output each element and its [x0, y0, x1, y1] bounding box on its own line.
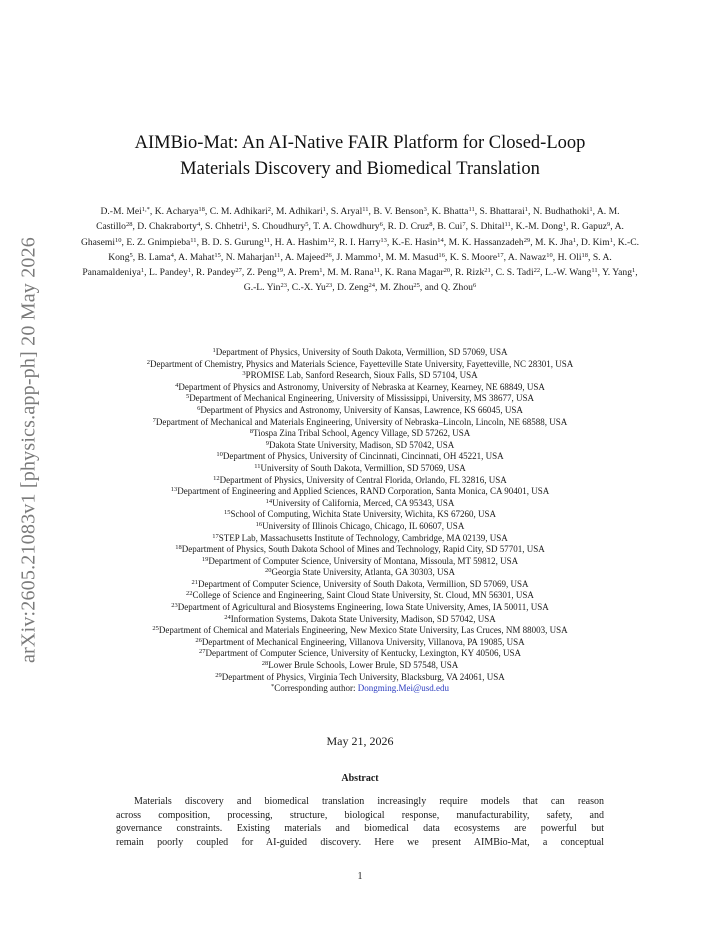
author-affiliation-mark: 5	[305, 221, 309, 229]
author	[210, 206, 271, 217]
affiliation-text: Department of Mechanical Engineering, Villanova University, Villanova, PA 19085, USA	[201, 636, 525, 647]
author	[386, 252, 445, 263]
affiliation	[40, 498, 680, 510]
author	[508, 252, 553, 263]
author	[137, 221, 200, 232]
author-name: S. Bhattarai	[479, 206, 525, 217]
author-affiliation-mark: 3	[423, 206, 427, 213]
abstract-line: remain poorly coupled for AI-guided discovery. Here we present AIMBio-Mat, a conceptual	[116, 837, 604, 849]
author-affiliation-mark: 1,*	[141, 206, 150, 213]
author	[100, 206, 149, 217]
author-affiliation-mark: 11	[190, 236, 197, 244]
author	[558, 252, 588, 263]
author-affiliation-mark: 13	[380, 236, 387, 244]
affiliation-number: 15	[223, 509, 231, 517]
author-affiliation-mark: 1	[524, 206, 529, 213]
author	[285, 252, 332, 263]
author-affiliation-mark: 11	[591, 267, 598, 275]
affiliation-number: 27	[198, 648, 206, 656]
author-name: H. Oli	[557, 251, 582, 263]
author-name: B. Lama	[137, 251, 171, 263]
author-affiliation-mark: 26	[325, 251, 332, 259]
affiliation-text: Department of Agricultural and Biosystems Engineering, Iowa State University, Ames, IA 50011, USA	[177, 602, 549, 613]
author-affiliation-mark: 1	[140, 267, 145, 275]
author-affiliation-mark: 6	[379, 221, 383, 229]
affiliation-number: 13	[170, 486, 178, 494]
abstract-line: governance constraints. Existing materials and biomedical data ecosystems are powerful but	[116, 823, 604, 835]
author	[437, 221, 465, 232]
author-affiliation-mark: 10	[546, 251, 553, 259]
affiliation	[40, 359, 680, 371]
author-affiliation-mark: 1	[319, 267, 323, 275]
affiliation-text: Information Systems, Dakota State University, Madison, SD 57042, USA	[230, 613, 496, 624]
corresponding-email-link[interactable]: Dongming.Mei@usd.edu	[357, 683, 450, 694]
affiliation-number: 22	[186, 590, 193, 598]
affiliation-text: Department of Mechanical and Materials Engineering, University of Nebraska–Lincoln, Lincoln, NE 68588, USA	[155, 416, 568, 427]
author-name: K. Rana Magar	[384, 267, 444, 279]
author	[287, 267, 322, 278]
affiliation	[40, 648, 680, 660]
author	[337, 252, 381, 263]
author-affiliation-mark: 1	[572, 236, 577, 244]
author-name: R. Rizk	[454, 267, 485, 279]
author	[385, 267, 450, 278]
author-affiliation-mark: 4	[170, 251, 174, 259]
author	[373, 206, 427, 217]
author	[276, 206, 326, 217]
author	[247, 267, 283, 278]
author	[533, 206, 593, 217]
affiliation	[40, 382, 680, 394]
author-name: D. Zeng	[337, 282, 369, 294]
affiliation-number: 1	[212, 347, 216, 354]
author	[244, 282, 287, 293]
author-name: S. Chhetri	[205, 221, 244, 233]
affiliation	[40, 556, 680, 568]
affiliation-text: Dakota State University, Madison, SD 57042, USA	[269, 439, 455, 450]
author-name: M. K. Jha	[535, 236, 573, 248]
author	[571, 221, 610, 232]
affiliation	[40, 660, 680, 672]
affiliation-number: 7	[152, 416, 156, 424]
author-affiliation-mark: 10	[115, 236, 122, 244]
affiliation-number: 11	[254, 462, 261, 470]
page-number: 1	[357, 871, 363, 882]
affiliation	[40, 590, 680, 602]
author	[449, 237, 531, 248]
affiliation	[40, 579, 680, 591]
arxiv-identifier: arXiv:2605.21083v1 [physics.app-ph] 20 May 2026	[17, 236, 40, 664]
author-name: A. M. Castillo	[96, 206, 620, 233]
author	[327, 267, 380, 278]
affiliation	[40, 614, 680, 626]
author-affiliation-mark: 22	[533, 267, 541, 275]
author-affiliation-mark: 12	[327, 236, 335, 244]
corresponding-label: Corresponding author:	[274, 683, 358, 694]
affiliation-list	[40, 347, 680, 695]
affiliation-text: Department of Computer Science, University of South Dakota, Vermillion, SD 57069, USA	[197, 578, 529, 589]
affiliation-number: 29	[215, 671, 222, 679]
author	[155, 206, 205, 217]
author	[432, 206, 475, 217]
author-affiliation-mark: 1	[322, 206, 326, 213]
affiliation-number: 17	[212, 532, 219, 540]
affiliation-text: STEP Lab, Massachusetts Institute of Technology, Cambridge, MA 02139, USA	[218, 532, 508, 543]
author-name: A. Mahat	[178, 251, 215, 263]
affiliation-text: School of Computing, Wichita State University, Wichita, KS 67260, USA	[230, 509, 497, 520]
affiliation-text: Tiospa Zina Tribal School, Agency Village, SD 57262, USA	[253, 428, 471, 439]
affiliation	[40, 463, 680, 475]
author-affiliation-mark: 18	[198, 206, 205, 213]
author-affiliation-mark: 19	[276, 267, 284, 275]
author-name: R. D. Cruz	[387, 221, 430, 233]
author	[388, 221, 433, 232]
author-name: S. A. Panamaldeniya	[82, 251, 612, 279]
author-affiliation-mark: 8	[429, 221, 433, 229]
affiliation	[40, 637, 680, 649]
author-name: D. Chakraborty	[137, 221, 197, 233]
affiliation-text: PROMISE Lab, Sanford Research, Sioux Falls, SD 57104, USA	[245, 370, 478, 381]
author-name: R. Gapuz	[570, 221, 608, 233]
author	[496, 267, 541, 278]
author-list: D.-M. Mei$^{1,*}$, K. Acharya$^{18}$, C. M. Adhikari$^2$, M. Adhikari$^1$, S. Aryal$^{11}$, B. V. Benson$^3$, K. Bhatta$^{11}$, S. Bhattarai$^1$, N. Budhathoki$^1$, A. M. Castillo$^{28}$, D. Chakraborty$^4$, S. Chhetri$^1$, S. Choudhury$^5$, T. A. Chowdhury$^6$, R. D. Cruz$^8$, B. Cui$^7$, S. Dhital$^{11}$, K.-M. Dong$^1$, R. Gapuz$^9$, A. Ghasemi$^{10}$, E. Z. Gnimpieba$^{11}$, B. D. S. Gurung$^{11}$, H. A. Hashim$^{12}$, R. I. Harry$^{13}$, K.-E. Hasin$^{14}$, M. K. Hassanzadeh$^{29}$, M. K. Jha$^1$, D. Kim$^1$, K.-C. Kong$^5$, B. Lama$^4$, A. Mahat$^{15}$, N. Maharjan$^{11}$, A. Majeed$^{26}$, J. Mammo$^1$, M. M. Masud$^{16}$, K. S. Moore$^{17}$, A. Nawaz$^{10}$, H. Oli$^{18}$, S. A. Panamaldeniya$^1$, L. Pandey$^1$, R. Pandey$^{27}$, Z. Peng$^{19}$, A. Prem$^1$, M. M. Rana$^{11}$, K. Rana Magar$^{20}$, R. Rizk$^{21}$, C. S. Tadi$^{22}$, L.-W. Wang$^{11}$, Y. Yang$^1$, G.-L. Yin$^{23}$, C.-X. Yu$^{23}$, D. Zeng$^{24}$, M. Zhou$^{25}$, and Q. Zhou$^6$	[80, 206, 640, 294]
publication-date: May 21, 2026	[326, 734, 394, 748]
affiliation-text: Department of Computer Science, University of Montana, Missoula, MT 59812, USA	[208, 555, 519, 566]
affiliation-number: 5	[185, 393, 190, 401]
author-name: K. Acharya	[154, 206, 199, 217]
affiliation	[40, 567, 680, 579]
affiliation-number: 3	[242, 370, 246, 378]
author-name: L. Pandey	[148, 267, 188, 279]
affiliation-number: 21	[191, 578, 198, 586]
author-name: M. Zhou	[379, 282, 414, 294]
affiliation-text: University of South Dakota, Vermillion, SD 57069, USA	[260, 462, 466, 473]
author	[331, 206, 369, 217]
author-affiliation-mark: 15	[214, 251, 221, 259]
author	[252, 221, 309, 232]
author-name: N. Maharjan	[225, 251, 275, 263]
author	[149, 267, 191, 278]
author-name: A. Majeed	[284, 251, 326, 263]
affiliation-text: Department of Mechanical Engineering, University of Mississippi, University, MS 38677, USA	[189, 393, 535, 404]
corresponding-author	[40, 683, 680, 695]
affiliation-text: Georgia State University, Atlanta, GA 30303, USA	[271, 567, 455, 578]
author-name: K. S. Moore	[449, 251, 498, 263]
author	[196, 267, 242, 278]
author-name: R. Pandey	[195, 267, 236, 279]
corresponding-mark: *	[270, 683, 275, 691]
author-affiliation-mark: 6	[472, 282, 477, 290]
title-line: Materials Discovery and Biomedical Translation	[180, 159, 540, 179]
author-name: B. V. Benson	[373, 206, 424, 217]
affiliation	[40, 417, 680, 429]
author-name: M. K. Hassanzadeh	[448, 236, 524, 248]
author-affiliation-mark: 24	[368, 282, 376, 290]
affiliation-number: 6	[197, 404, 201, 412]
author-name: J. Mammo	[336, 251, 378, 263]
affiliation	[40, 486, 680, 498]
affiliation	[40, 509, 680, 521]
author-affiliation-mark: 11	[362, 206, 369, 213]
affiliation-number: 26	[195, 636, 202, 644]
author-affiliation-mark: 23	[325, 282, 333, 290]
author-name: B. Cui	[437, 221, 463, 233]
author-affiliation-mark: 1	[589, 206, 593, 213]
author	[138, 252, 174, 263]
author	[126, 237, 196, 248]
author	[205, 221, 247, 232]
author-name: K.-C. Kong	[108, 236, 640, 263]
author-name: R. I. Harry	[338, 236, 381, 248]
affiliation-text: Department of Chemistry, Physics and Materials Science, Fayetteville State University, Fayetteville, NC 28301, USA	[149, 358, 574, 369]
author	[441, 282, 476, 293]
affiliation-number: 19	[201, 555, 209, 563]
author-name: K.-E. Hasin	[391, 236, 438, 248]
author-name: S. Dhital	[470, 221, 505, 233]
affiliation-number: 25	[152, 625, 159, 633]
author	[516, 221, 566, 232]
affiliation-number: 20	[265, 567, 272, 575]
author-name: N. Budhathoki	[532, 206, 590, 217]
author-name: B. D. S. Gurung	[201, 236, 264, 248]
author-affiliation-mark: 2	[267, 206, 272, 213]
affiliation	[40, 625, 680, 637]
author	[275, 237, 334, 248]
affiliation	[40, 440, 680, 452]
affiliation-number: 4	[175, 381, 179, 389]
author-affiliation-mark: 1	[609, 236, 613, 244]
author-name: A. Nawaz	[507, 251, 547, 263]
affiliation	[40, 428, 680, 440]
affiliation-text: College of Science and Engineering, Saint Cloud State University, St. Cloud, MN 56301, USA	[192, 590, 534, 601]
affiliation-text: University of California, Merced, CA 95343, USA	[272, 497, 455, 508]
author-affiliation-mark: 18	[581, 251, 589, 259]
affiliation-number: 8	[249, 428, 253, 436]
author-affiliation-mark: 11	[373, 267, 380, 275]
author-affiliation-mark: 9	[607, 221, 611, 229]
author-affiliation-mark: 4	[196, 221, 201, 229]
author-name: C. M. Adhikari	[209, 206, 268, 217]
affiliation	[40, 451, 680, 463]
author-name: K. Bhatta	[431, 206, 469, 217]
affiliation	[40, 405, 680, 417]
author	[339, 237, 387, 248]
author	[450, 252, 504, 263]
affiliation	[40, 672, 680, 684]
affiliation	[40, 521, 680, 533]
author-name: E. Z. Gnimpieba	[126, 236, 191, 248]
author	[545, 267, 598, 278]
author-name: Y. Yang	[602, 267, 633, 279]
affiliation-text: Department of Physics and Astronomy, University of Kansas, Lawrence, KS 66045, USA	[200, 404, 523, 415]
affiliation-number: 23	[171, 602, 178, 610]
author-name: D.-M. Mei	[100, 206, 142, 217]
author	[455, 267, 491, 278]
author-affiliation-mark: 17	[497, 251, 504, 259]
author	[470, 221, 510, 232]
affiliation-number: 24	[224, 613, 231, 621]
author-affiliation-mark: 1	[377, 251, 381, 259]
affiliation	[40, 370, 680, 382]
author-name: D. Kim	[580, 236, 610, 248]
author-affiliation-mark: 1	[243, 221, 248, 229]
affiliation	[40, 533, 680, 545]
author-affiliation-mark: 25	[413, 282, 420, 290]
affiliation-text: Department of Physics, University of Cincinnati, Cincinnati, OH 45221, USA	[222, 451, 504, 462]
author-name: M. M. Masud	[385, 251, 439, 263]
author-affiliation-mark: 14	[437, 236, 444, 244]
affiliation	[40, 475, 680, 487]
affiliation-number: 2	[146, 358, 150, 366]
affiliation-text: Department of Chemical and Materials Engineering, New Mexico State University, Las Cruces, NM 88003, USA	[158, 625, 568, 636]
author	[602, 267, 635, 278]
author-affiliation-mark: 20	[443, 267, 451, 275]
author-affiliation-mark: 11	[468, 206, 475, 213]
affiliation	[40, 602, 680, 614]
affiliation-text: Department of Physics, South Dakota School of Mines and Technology, Rapid City, SD 57701, USA	[181, 544, 545, 555]
title-line: AIMBio-Mat: An AI-Native FAIR Platform for Closed-Loop	[134, 133, 586, 153]
affiliation-text: Department of Engineering and Applied Sciences, RAND Corporation, Santa Monica, CA 90401, USA	[177, 486, 550, 497]
affiliation-text: Department of Physics and Astronomy, University of Nebraska at Kearney, Kearney, NE 68849, USA	[178, 381, 545, 392]
abstract-heading: Abstract	[341, 773, 379, 784]
author-name: M. Adhikari	[275, 206, 323, 217]
author-name: A. Ghasemi	[80, 221, 624, 248]
author-name: S. Aryal	[330, 206, 363, 217]
affiliation-text: Department of Physics, University of Central Florida, Orlando, FL 32816, USA	[219, 474, 507, 485]
author	[380, 282, 420, 293]
author-affiliation-mark: 1	[562, 221, 566, 229]
author-name: K.-M. Dong	[515, 221, 563, 233]
author-affiliation-mark: 21	[484, 267, 491, 275]
author	[581, 237, 613, 248]
author	[392, 237, 444, 248]
author-affiliation-mark: 11	[504, 221, 511, 229]
author	[178, 252, 221, 263]
author-name: S. Choudhury	[251, 221, 306, 233]
affiliation	[40, 347, 680, 359]
author-affiliation-mark: 5	[129, 251, 133, 259]
affiliation-number: 14	[265, 497, 273, 505]
author-affiliation-mark: 7	[462, 221, 466, 229]
affiliation-number: 12	[213, 474, 220, 482]
affiliation-number: 18	[175, 544, 182, 552]
author	[337, 282, 375, 293]
author	[480, 206, 529, 217]
author-name: C. S. Tadi	[495, 267, 534, 279]
author-affiliation-mark: 11	[263, 236, 270, 244]
author-affiliation-mark: 29	[523, 236, 531, 244]
author-name: L.-W. Wang	[544, 267, 592, 279]
author-affiliation-mark: 28	[125, 221, 133, 229]
author-affiliation-mark: 16	[438, 251, 445, 259]
author	[201, 237, 270, 248]
author-name: A. Prem	[287, 267, 320, 279]
author	[226, 252, 281, 263]
affiliation-number: 28	[261, 660, 269, 668]
author	[292, 282, 333, 293]
abstract-body	[116, 795, 604, 850]
author-name: Z. Peng	[246, 267, 277, 279]
author-affiliation-mark: 1	[632, 267, 636, 275]
author-name: T. A. Chowdhury	[313, 221, 380, 233]
affiliation	[40, 393, 680, 405]
author-affiliation-mark: 1	[187, 267, 192, 275]
author-name: M. M. Rana	[327, 267, 374, 279]
author-name: Q. Zhou	[440, 282, 473, 294]
affiliation-text: University of Illinois Chicago, Chicago, IL 60607, USA	[262, 520, 465, 531]
author-name: C.-X. Yu	[291, 282, 326, 294]
affiliation-number: 9	[265, 439, 270, 447]
author	[313, 221, 383, 232]
affiliation-number: 10	[216, 451, 223, 459]
affiliation-number: 16	[255, 520, 263, 528]
author-name: H. A. Hashim	[274, 236, 328, 248]
abstract-line: Materials discovery and biomedical translation increasingly require models that can reason	[134, 796, 604, 807]
affiliation-text: Department of Physics, Virginia Tech University, Blacksburg, VA 24061, USA	[221, 671, 505, 682]
affiliation-text: Department of Physics, University of South Dakota, Vermillion, SD 57069, USA	[215, 347, 508, 357]
author-affiliation-mark: 11	[274, 251, 281, 259]
affiliation-text: Lower Brule Schools, Lower Brule, SD 57548, USA	[268, 660, 459, 671]
author-affiliation-mark: 27	[235, 267, 242, 275]
author-name: G.-L. Yin	[243, 282, 281, 294]
author-affiliation-mark: 23	[280, 282, 287, 290]
author	[535, 237, 576, 248]
affiliation-text: Department of Computer Science, University of Kentucky, Lexington, KY 40506, USA	[205, 648, 522, 659]
affiliation	[40, 544, 680, 556]
paper-title	[60, 130, 660, 182]
abstract-line: across composition, processing, structure, biological response, manufacturability, safety, and	[116, 809, 604, 821]
